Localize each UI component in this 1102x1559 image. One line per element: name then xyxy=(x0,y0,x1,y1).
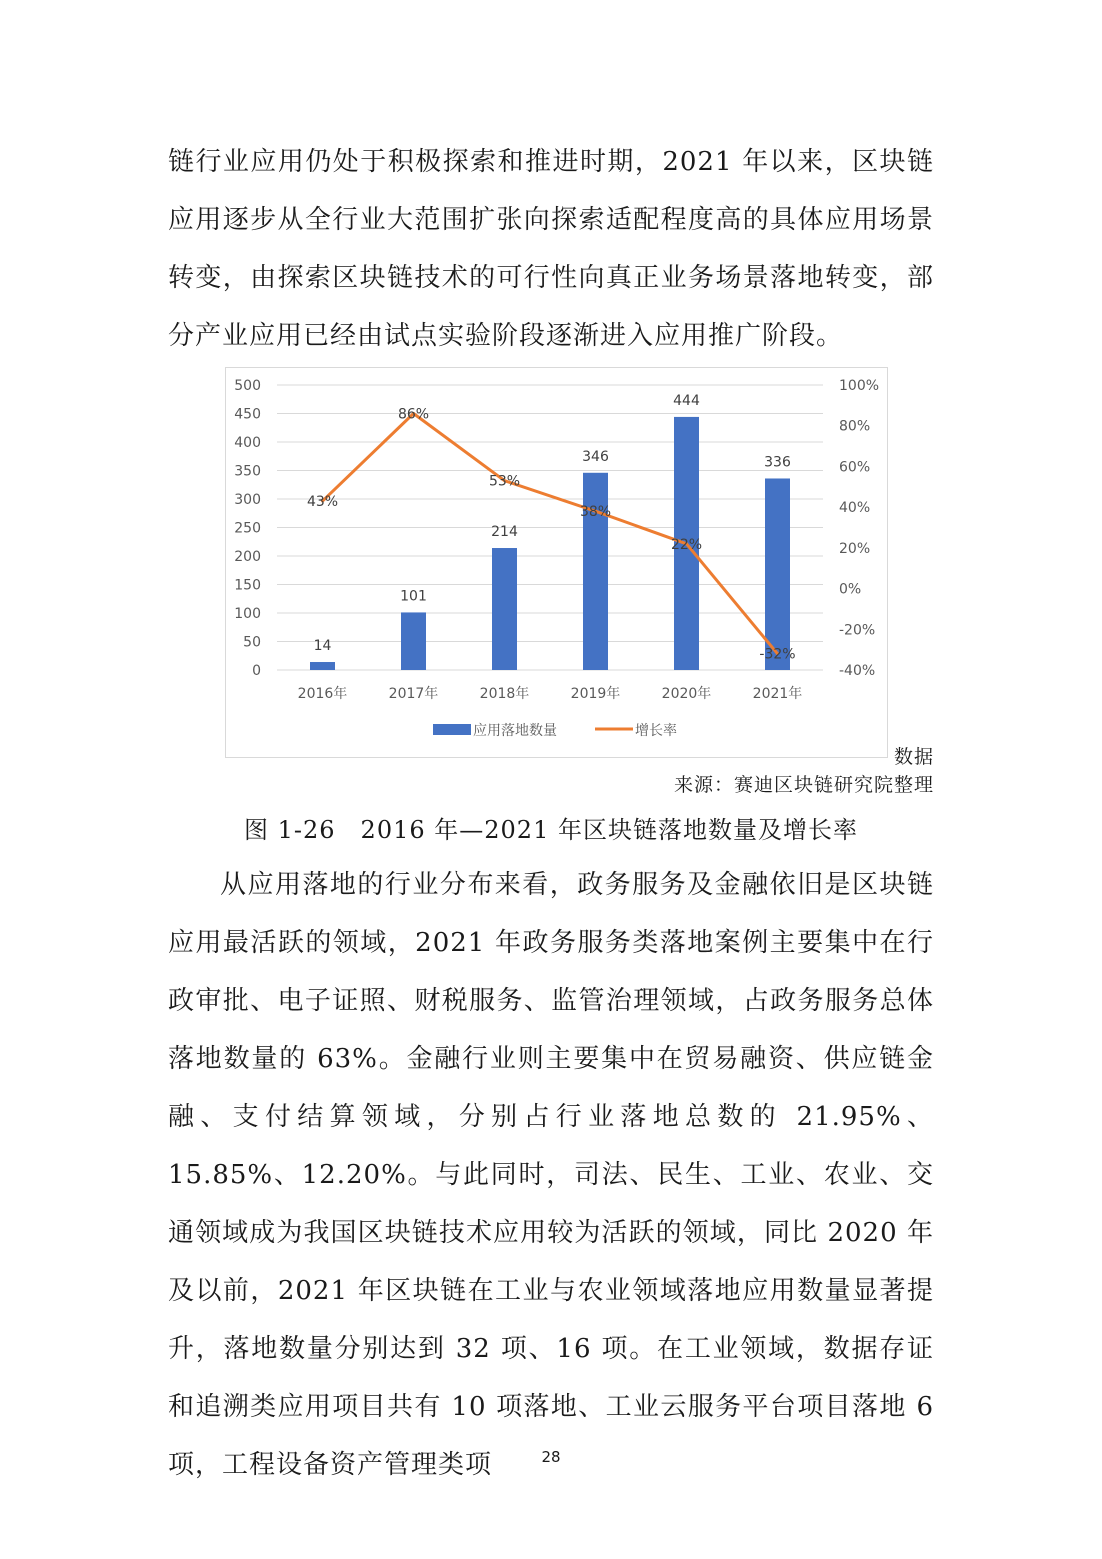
line-data-label: 86% xyxy=(397,406,430,423)
bar xyxy=(492,548,517,670)
body-paragraph-1: 链行业应用仍处于积极探索和推进时期，2021 年以来，区块链应用逐步从全行业大范围扩张向探索适配程度高的具体应用场景转变，由探索区块链技术的可行性向真正业务场景落地转变，部分产业应用已经由试点实验阶段逐渐进入应用推广阶段。 xyxy=(168,147,934,351)
right-tick-label: 0% xyxy=(839,581,862,598)
x-tick-label: 2019年 xyxy=(570,686,621,702)
bar xyxy=(401,612,426,670)
source-note-line-2: 来源：赛迪区块链研究院整理 xyxy=(673,774,934,796)
legend xyxy=(433,722,677,739)
grid-lines xyxy=(277,385,823,670)
right-tick-label: -40% xyxy=(839,663,876,679)
growth-line xyxy=(323,414,778,654)
line-series xyxy=(321,412,779,655)
bar xyxy=(310,662,335,670)
left-tick-label: 450 xyxy=(234,406,261,423)
bar-data-label: 14 xyxy=(313,638,332,655)
right-tick-label: 20% xyxy=(839,540,871,557)
left-tick-label: 400 xyxy=(234,435,261,451)
left-tick-label: 200 xyxy=(234,549,261,565)
x-tick-label: 2016年 xyxy=(297,686,348,702)
legend-swatch-bar xyxy=(433,724,471,735)
body-paragraph-2: 从应用落地的行业分布来看，政务服务及金融依旧是区块链应用最活跃的领域，2021 年政务服务类落地案例主要集中在行政审批、电子证照、财税服务、监管治理领域，占政务服务总体落地数量的 63%。金融行业则主要集中在贸易融资、供应链金融、支付结算领域，分别占行业落地总数的 21.95%、15.85%、12.20%。与此同时，司法、民生、工业、农业、交通领域成为我国区块链技术应用较为活跃的领域，同比 2020 年及以前，2021 年区块链在工业与农业领域落地应用数量显著提升，落地数量分别达到 32 项、16 项。在工业领域，数据存证和追溯类应用项目共有 10 项落地、工业云服务平台项目落地 6 项，工程设备资产管理类项 xyxy=(168,870,934,1480)
left-tick-label: 50 xyxy=(243,634,261,651)
x-tick-label: 2017年 xyxy=(388,686,439,702)
left-tick-label: 300 xyxy=(234,492,261,508)
x-tick-label: 2018年 xyxy=(479,686,530,702)
left-tick-label: 0 xyxy=(252,663,261,679)
bar-data-label: 101 xyxy=(400,588,427,605)
bar-labels xyxy=(314,393,791,654)
right-tick-label: 100% xyxy=(839,378,880,394)
x-axis xyxy=(298,685,803,702)
bar-data-label: 444 xyxy=(673,392,700,409)
legend-label-line: 增长率 xyxy=(635,723,677,739)
bar xyxy=(583,473,608,670)
line-data-label: 43% xyxy=(306,494,339,511)
left-tick-label: 150 xyxy=(234,577,261,594)
line-data-label: 38% xyxy=(579,504,612,521)
line-data-label: 53% xyxy=(488,473,521,490)
left-tick-label: 500 xyxy=(234,378,261,394)
page-number: 28 xyxy=(541,1448,561,1466)
right-tick-label: 80% xyxy=(839,418,871,435)
bar-data-label: 214 xyxy=(491,524,518,541)
left-tick-label: 250 xyxy=(234,520,261,537)
line-data-label: 22% xyxy=(670,536,703,553)
left-tick-label: 100 xyxy=(234,606,261,622)
right-tick-label: -20% xyxy=(839,622,876,639)
left-axis xyxy=(234,378,261,679)
bar-data-label: 346 xyxy=(582,448,609,465)
right-tick-label: 40% xyxy=(839,500,871,517)
left-tick-label: 350 xyxy=(234,463,261,480)
legend-label-bar: 应用落地数量 xyxy=(473,723,557,739)
right-tick-label: 60% xyxy=(839,459,871,476)
x-tick-label: 2021年 xyxy=(752,686,803,702)
line-data-label: -32% xyxy=(759,646,796,663)
figure-caption: 图 1-26 2016 年—2021 年区块链落地数量及增长率 xyxy=(244,816,858,844)
right-axis xyxy=(839,378,879,679)
bar-series xyxy=(310,417,790,670)
source-note-line-1: 数据 xyxy=(893,746,934,768)
x-tick-label: 2020年 xyxy=(661,686,712,702)
bar-data-label: 336 xyxy=(764,454,791,471)
combo-chart xyxy=(225,367,888,758)
